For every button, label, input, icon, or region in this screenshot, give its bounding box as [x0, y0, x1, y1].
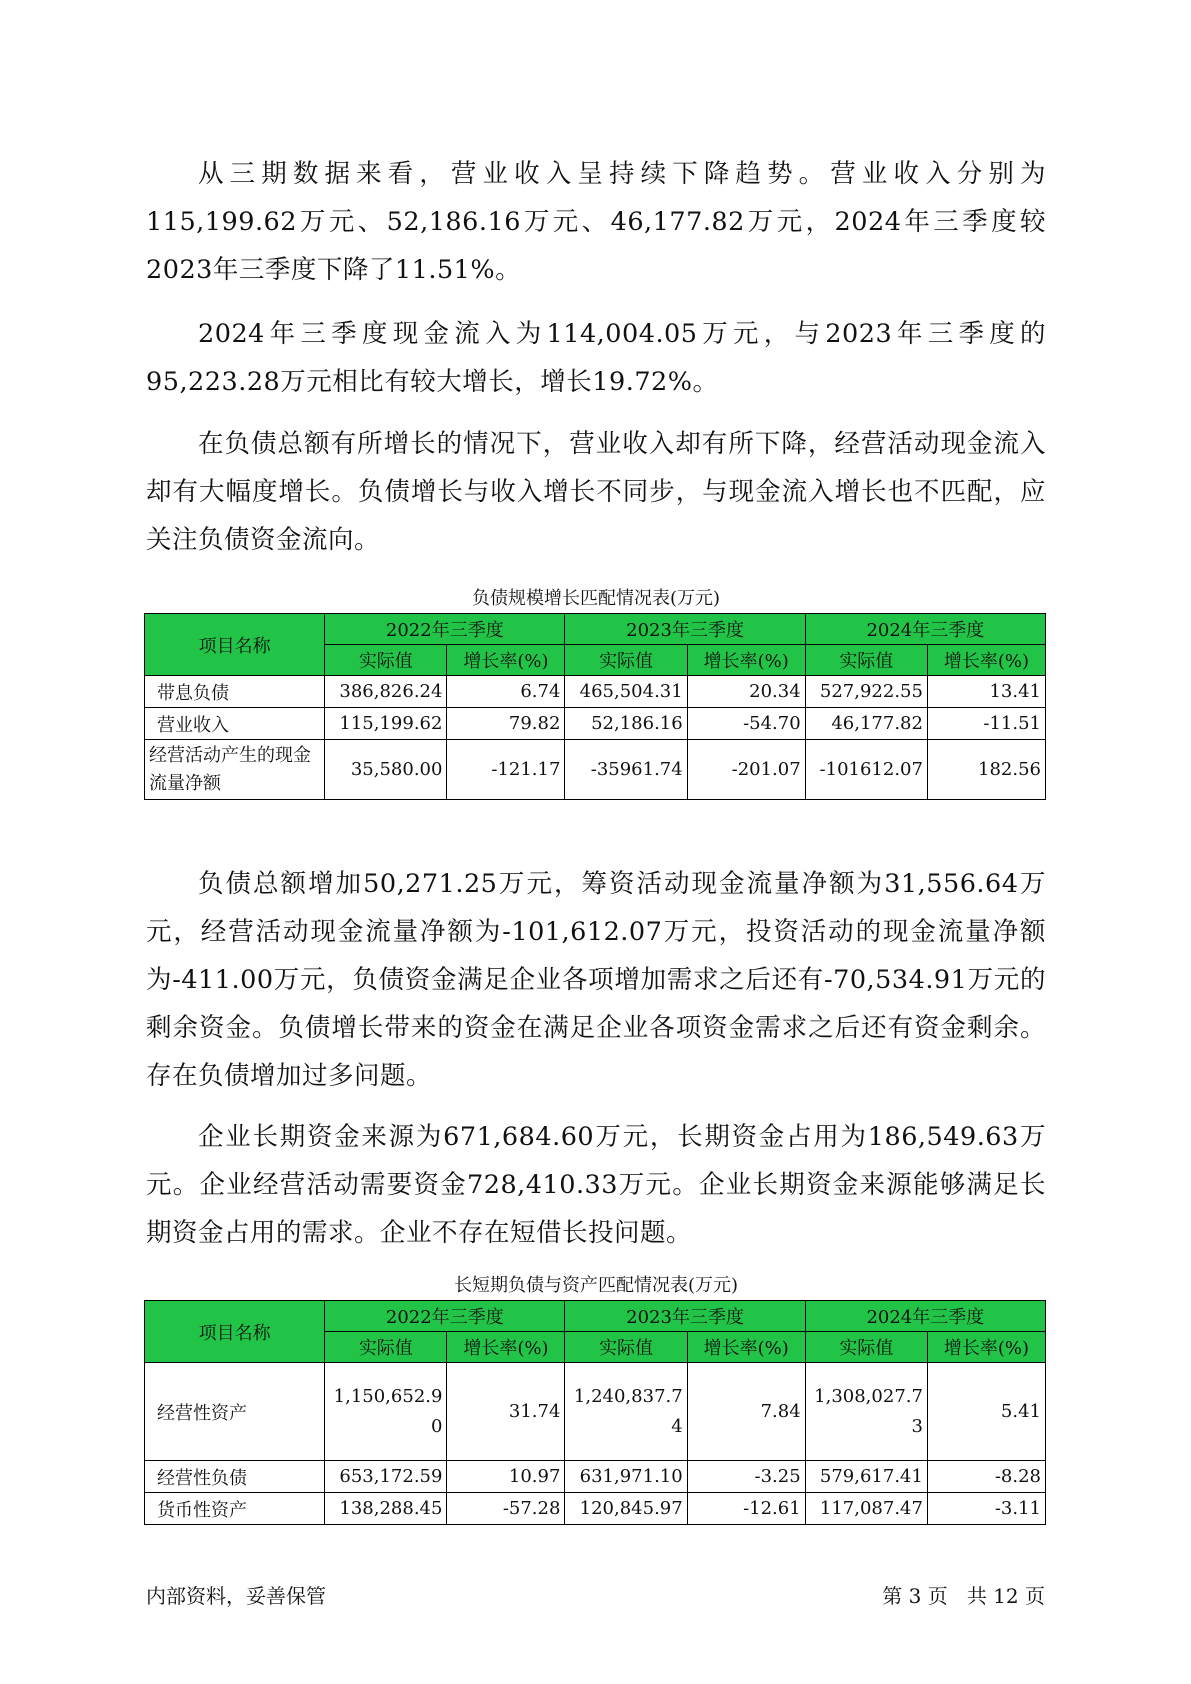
cell-value: 7.84: [687, 1363, 805, 1461]
cell-value: -57.28: [447, 1493, 565, 1525]
cell-value: -11.51: [927, 708, 1045, 740]
cell-value: -35961.74: [565, 740, 687, 800]
cell-value: 115,199.62: [325, 708, 447, 740]
cell-value: -54.70: [687, 708, 805, 740]
total-pages-label: 共 12 页: [966, 1584, 1045, 1608]
row-label: 经营性资产: [145, 1363, 325, 1461]
cell-value: 653,172.59: [325, 1461, 447, 1493]
growth-rate-header: 增长率(%): [447, 645, 565, 676]
actual-value-header: 实际值: [325, 645, 447, 676]
growth-rate-header: 增长率(%): [687, 1332, 805, 1363]
table-row: [145, 708, 1046, 740]
footer-page-number: [882, 1580, 1045, 1609]
cell-value: 5.41: [927, 1363, 1045, 1461]
paragraph-revenue-trend: 从三期数据来看，营业收入呈持续下降趋势。营业收入分别为115,199.62万元、52,186.16万元、46,177.82万元，2024年三季度较2023年三季度下降了11.51%。: [146, 159, 1046, 285]
cell-value: 35,580.00: [325, 740, 447, 800]
cell-value: 120,845.97: [565, 1493, 687, 1525]
cell-value: 52,186.16: [565, 708, 687, 740]
item-name-header: 项目名称: [145, 1301, 325, 1363]
row-label: 经营活动产生的现金流量净额: [145, 740, 325, 800]
cell-value: 79.82: [447, 708, 565, 740]
table2-caption: 长短期负债与资产匹配情况表(万元): [453, 1275, 739, 1296]
cell-value: 631,971.10: [565, 1461, 687, 1493]
cell-value: -12.61: [687, 1493, 805, 1525]
table-row: [145, 1461, 1046, 1493]
paragraph-debt-mismatch: 在负债总额有所增长的情况下，营业收入却有所下降，经营活动现金流入却有大幅度增长。负债增长与收入增长不同步，与现金流入增长也不匹配，应关注负债资金流向。: [146, 429, 1046, 555]
cell-value: 1,308,027.73: [805, 1363, 927, 1461]
paragraph-cash-inflow: 2024年三季度现金流入为114,004.05万元，与2023年三季度的95,223.28万元相比有较大增长，增长19.72%。: [146, 319, 1046, 397]
footer-confidential-note: 内部资料，妥善保管: [146, 1584, 326, 1608]
table-row: [145, 1363, 1046, 1461]
cell-value: 31.74: [447, 1363, 565, 1461]
paragraph-debt-funds: 负债总额增加50,271.25万元，筹资活动现金流量净额为31,556.64万元，经营活动现金流量净额为-101,612.07万元，投资活动的现金流量净额为-411.00万元，负债资金满足企业各项增加需求之后还有-70,534.91万元的剩余资金。负债增长带来的资金在满足企业各项资金需求之后还有资金剩余。存在负债增加过多问题。: [146, 869, 1046, 1091]
period-header: 2023年三季度: [565, 614, 805, 645]
paragraph-long-term-funds: 企业长期资金来源为671,684.60万元，长期资金占用为186,549.63万元。企业经营活动需要资金728,410.33万元。企业长期资金来源能够满足长期资金占用的需求。企业不存在短借长投问题。: [146, 1122, 1046, 1248]
cell-value: 13.41: [927, 676, 1045, 708]
actual-value-header: 实际值: [565, 645, 687, 676]
cell-value: -201.07: [687, 740, 805, 800]
cell-value: -8.28: [927, 1461, 1045, 1493]
cell-value: -3.11: [927, 1493, 1045, 1525]
period-header: 2023年三季度: [565, 1301, 805, 1332]
actual-value-header: 实际值: [805, 1332, 927, 1363]
cell-value: 465,504.31: [565, 676, 687, 708]
cell-value: 138,288.45: [325, 1493, 447, 1525]
period-header: 2024年三季度: [805, 614, 1045, 645]
debt-growth-table: [144, 613, 1046, 800]
cell-value: 20.34: [687, 676, 805, 708]
cell-value: 1,150,652.90: [325, 1363, 447, 1461]
cell-value: -121.17: [447, 740, 565, 800]
item-name-header: 项目名称: [145, 614, 325, 676]
cell-value: 182.56: [927, 740, 1045, 800]
growth-rate-header: 增长率(%): [447, 1332, 565, 1363]
row-label: 经营性负债: [145, 1461, 325, 1493]
table-row: [145, 740, 1046, 800]
table-row: [145, 1493, 1046, 1525]
page-label: 第 3 页: [882, 1584, 948, 1608]
actual-value-header: 实际值: [565, 1332, 687, 1363]
period-header: 2024年三季度: [805, 1301, 1045, 1332]
cell-value: 386,826.24: [325, 676, 447, 708]
cell-value: 6.74: [447, 676, 565, 708]
table-row: [145, 676, 1046, 708]
cell-value: 579,617.41: [805, 1461, 927, 1493]
cell-value: 1,240,837.74: [565, 1363, 687, 1461]
cell-value: 117,087.47: [805, 1493, 927, 1525]
cell-value: -101612.07: [805, 740, 927, 800]
cell-value: 527,922.55: [805, 676, 927, 708]
asset-liability-table: [144, 1300, 1046, 1525]
row-label: 货币性资产: [145, 1493, 325, 1525]
period-header: 2022年三季度: [325, 1301, 565, 1332]
table1-caption: 负债规模增长匹配情况表(万元): [471, 588, 721, 609]
cell-value: 10.97: [447, 1461, 565, 1493]
growth-rate-header: 增长率(%): [687, 645, 805, 676]
cell-value: 46,177.82: [805, 708, 927, 740]
growth-rate-header: 增长率(%): [927, 1332, 1045, 1363]
row-label: 带息负债: [145, 676, 325, 708]
cell-value: -3.25: [687, 1461, 805, 1493]
row-label: 营业收入: [145, 708, 325, 740]
growth-rate-header: 增长率(%): [927, 645, 1045, 676]
actual-value-header: 实际值: [805, 645, 927, 676]
period-header: 2022年三季度: [325, 614, 565, 645]
actual-value-header: 实际值: [325, 1332, 447, 1363]
